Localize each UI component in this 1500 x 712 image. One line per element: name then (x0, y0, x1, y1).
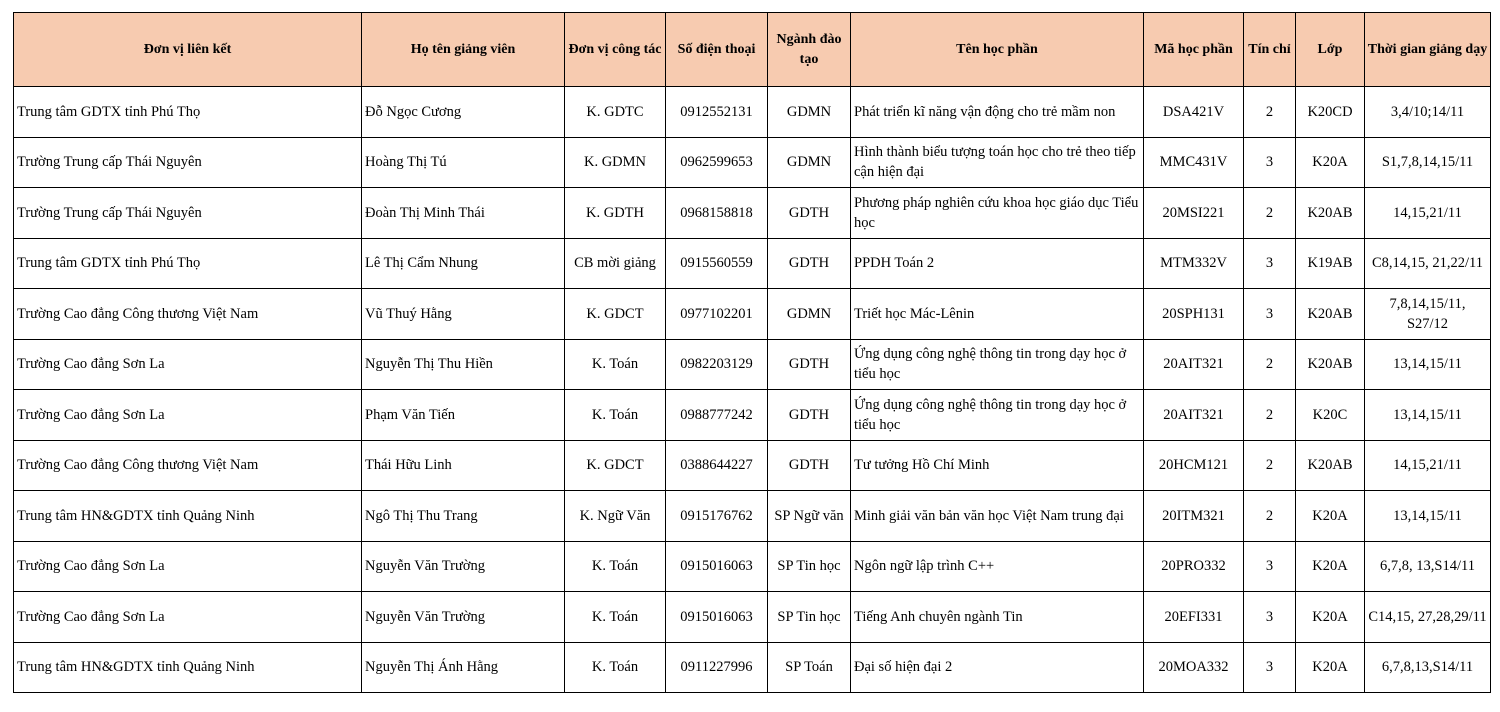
cell-course-code: 20MOA332 (1144, 642, 1244, 693)
cell-partner-unit: Trung tâm GDTX tỉnh Phú Thọ (14, 87, 362, 138)
cell-course-name: Ứng dụng công nghệ thông tin trong dạy học ở tiểu học (851, 390, 1144, 441)
cell-lecturer-name: Ngô Thị Thu Trang (362, 491, 565, 542)
cell-work-unit: K. Toán (565, 642, 666, 693)
header-course-name: Tên học phần (851, 13, 1144, 87)
cell-teaching-time: 13,14,15/11 (1365, 491, 1491, 542)
cell-course-code: 20PRO332 (1144, 541, 1244, 592)
cell-class: K20A (1296, 642, 1365, 693)
table-row (14, 339, 1491, 390)
header-course-code: Mã học phần (1144, 13, 1244, 87)
cell-course-name: Ngôn ngữ lập trình C++ (851, 541, 1144, 592)
cell-course-code: 20MSI221 (1144, 188, 1244, 239)
cell-teaching-time: 6,7,8,13,S14/11 (1365, 642, 1491, 693)
cell-course-code: 20EFI331 (1144, 592, 1244, 643)
cell-teaching-time: 14,15,21/11 (1365, 440, 1491, 491)
table-row (14, 642, 1491, 693)
cell-major: GDMN (768, 289, 851, 340)
cell-course-code: DSA421V (1144, 87, 1244, 138)
cell-course-name: PPDH Toán 2 (851, 238, 1144, 289)
cell-course-name: Minh giải văn bản văn học Việt Nam trung đại (851, 491, 1144, 542)
cell-course-name: Triết học Mác-Lênin (851, 289, 1144, 340)
cell-phone: 0962599653 (666, 137, 768, 188)
cell-teaching-time: 3,4/10;14/11 (1365, 87, 1491, 138)
cell-teaching-time: 7,8,14,15/11, S27/12 (1365, 289, 1491, 340)
cell-phone: 0977102201 (666, 289, 768, 340)
cell-credits: 2 (1244, 188, 1296, 239)
cell-class: K20C (1296, 390, 1365, 441)
cell-course-code: 20SPH131 (1144, 289, 1244, 340)
cell-work-unit: K. Toán (565, 592, 666, 643)
cell-lecturer-name: Vũ Thuý Hằng (362, 289, 565, 340)
cell-work-unit: K. GDMN (565, 137, 666, 188)
cell-credits: 3 (1244, 642, 1296, 693)
cell-work-unit: K. GDCT (565, 440, 666, 491)
cell-work-unit: CB mời giảng (565, 238, 666, 289)
cell-credits: 3 (1244, 541, 1296, 592)
cell-work-unit: K. GDTH (565, 188, 666, 239)
cell-course-code: 20AIT321 (1144, 339, 1244, 390)
cell-course-code: 20ITM321 (1144, 491, 1244, 542)
cell-work-unit: K. Toán (565, 390, 666, 441)
header-class: Lớp (1296, 13, 1365, 87)
cell-lecturer-name: Đỗ Ngọc Cương (362, 87, 565, 138)
cell-class: K20A (1296, 491, 1365, 542)
cell-credits: 3 (1244, 289, 1296, 340)
table-header (14, 13, 1491, 87)
cell-partner-unit: Trường Trung cấp Thái Nguyên (14, 188, 362, 239)
cell-course-name: Ứng dụng công nghệ thông tin trong dạy học ở tiểu học (851, 339, 1144, 390)
cell-class: K20AB (1296, 289, 1365, 340)
cell-lecturer-name: Nguyễn Văn Trường (362, 541, 565, 592)
table-row (14, 440, 1491, 491)
cell-major: GDTH (768, 339, 851, 390)
table-row (14, 137, 1491, 188)
cell-phone: 0915560559 (666, 238, 768, 289)
header-major: Ngành đào tạo (768, 13, 851, 87)
table-row (14, 491, 1491, 542)
cell-major: SP Tin học (768, 541, 851, 592)
cell-credits: 3 (1244, 592, 1296, 643)
header-row (14, 13, 1491, 87)
cell-credits: 3 (1244, 238, 1296, 289)
table-row (14, 592, 1491, 643)
cell-course-code: MMC431V (1144, 137, 1244, 188)
cell-major: GDTH (768, 440, 851, 491)
cell-phone: 0988777242 (666, 390, 768, 441)
cell-class: K20AB (1296, 440, 1365, 491)
cell-credits: 2 (1244, 87, 1296, 138)
cell-lecturer-name: Nguyễn Thị Thu Hiền (362, 339, 565, 390)
cell-partner-unit: Trường Cao đẳng Sơn La (14, 339, 362, 390)
cell-partner-unit: Trung tâm HN&GDTX tỉnh Quảng Ninh (14, 491, 362, 542)
table-row (14, 87, 1491, 138)
cell-credits: 2 (1244, 491, 1296, 542)
cell-lecturer-name: Nguyễn Thị Ánh Hằng (362, 642, 565, 693)
header-lecturer-name: Họ tên giảng viên (362, 13, 565, 87)
cell-major: GDTH (768, 390, 851, 441)
cell-work-unit: K. GDTC (565, 87, 666, 138)
cell-phone: 0915176762 (666, 491, 768, 542)
cell-class: K20AB (1296, 339, 1365, 390)
cell-course-name: Tiếng Anh chuyên ngành Tin (851, 592, 1144, 643)
cell-major: SP Toán (768, 642, 851, 693)
cell-lecturer-name: Đoàn Thị Minh Thái (362, 188, 565, 239)
table-row (14, 541, 1491, 592)
cell-phone: 0388644227 (666, 440, 768, 491)
cell-course-name: Tư tưởng Hồ Chí Minh (851, 440, 1144, 491)
cell-course-code: 20AIT321 (1144, 390, 1244, 441)
cell-course-code: 20HCM121 (1144, 440, 1244, 491)
cell-teaching-time: 14,15,21/11 (1365, 188, 1491, 239)
cell-partner-unit: Trường Cao đẳng Sơn La (14, 541, 362, 592)
cell-class: K20CD (1296, 87, 1365, 138)
cell-lecturer-name: Hoàng Thị Tú (362, 137, 565, 188)
table-body (14, 87, 1491, 693)
cell-major: GDMN (768, 137, 851, 188)
cell-class: K20A (1296, 541, 1365, 592)
cell-phone: 0915016063 (666, 541, 768, 592)
cell-major: GDTH (768, 188, 851, 239)
cell-class: K20A (1296, 592, 1365, 643)
cell-course-name: Phương pháp nghiên cứu khoa học giáo dục Tiểu học (851, 188, 1144, 239)
table-row (14, 188, 1491, 239)
cell-partner-unit: Trung tâm HN&GDTX tỉnh Quảng Ninh (14, 642, 362, 693)
cell-phone: 0968158818 (666, 188, 768, 239)
cell-teaching-time: S1,7,8,14,15/11 (1365, 137, 1491, 188)
cell-course-name: Hình thành biểu tượng toán học cho trẻ theo tiếp cận hiện đại (851, 137, 1144, 188)
cell-teaching-time: 13,14,15/11 (1365, 390, 1491, 441)
cell-partner-unit: Trung tâm GDTX tỉnh Phú Thọ (14, 238, 362, 289)
cell-course-name: Phát triển kĩ năng vận động cho trẻ mầm non (851, 87, 1144, 138)
cell-phone: 0912552131 (666, 87, 768, 138)
cell-phone: 0911227996 (666, 642, 768, 693)
cell-credits: 2 (1244, 339, 1296, 390)
cell-teaching-time: C8,14,15, 21,22/11 (1365, 238, 1491, 289)
cell-major: SP Ngữ văn (768, 491, 851, 542)
table-row (14, 238, 1491, 289)
cell-teaching-time: 6,7,8, 13,S14/11 (1365, 541, 1491, 592)
table-row (14, 390, 1491, 441)
cell-partner-unit: Trường Cao đẳng Sơn La (14, 592, 362, 643)
cell-lecturer-name: Nguyễn Văn Trường (362, 592, 565, 643)
header-phone: Số điện thoại (666, 13, 768, 87)
cell-lecturer-name: Phạm Văn Tiến (362, 390, 565, 441)
cell-class: K19AB (1296, 238, 1365, 289)
teaching-schedule-table (13, 12, 1491, 693)
cell-course-code: MTM332V (1144, 238, 1244, 289)
cell-work-unit: K. Toán (565, 541, 666, 592)
cell-lecturer-name: Thái Hữu Linh (362, 440, 565, 491)
cell-major: GDMN (768, 87, 851, 138)
cell-work-unit: K. Ngữ Văn (565, 491, 666, 542)
schedule-table-container (13, 12, 1491, 693)
cell-credits: 2 (1244, 440, 1296, 491)
cell-major: SP Tin học (768, 592, 851, 643)
cell-partner-unit: Trường Cao đẳng Sơn La (14, 390, 362, 441)
cell-partner-unit: Trường Trung cấp Thái Nguyên (14, 137, 362, 188)
cell-phone: 0982203129 (666, 339, 768, 390)
cell-class: K20A (1296, 137, 1365, 188)
cell-teaching-time: 13,14,15/11 (1365, 339, 1491, 390)
cell-major: GDTH (768, 238, 851, 289)
cell-partner-unit: Trường Cao đẳng Công thương Việt Nam (14, 440, 362, 491)
cell-partner-unit: Trường Cao đẳng Công thương Việt Nam (14, 289, 362, 340)
cell-work-unit: K. GDCT (565, 289, 666, 340)
cell-phone: 0915016063 (666, 592, 768, 643)
table-row (14, 289, 1491, 340)
header-teaching-time: Thời gian giảng dạy (1365, 13, 1491, 87)
cell-course-name: Đại số hiện đại 2 (851, 642, 1144, 693)
cell-class: K20AB (1296, 188, 1365, 239)
cell-credits: 3 (1244, 137, 1296, 188)
cell-credits: 2 (1244, 390, 1296, 441)
header-credits: Tín chỉ (1244, 13, 1296, 87)
cell-lecturer-name: Lê Thị Cẩm Nhung (362, 238, 565, 289)
header-work-unit: Đơn vị công tác (565, 13, 666, 87)
cell-work-unit: K. Toán (565, 339, 666, 390)
header-partner-unit: Đơn vị liên kết (14, 13, 362, 87)
cell-teaching-time: C14,15, 27,28,29/11 (1365, 592, 1491, 643)
